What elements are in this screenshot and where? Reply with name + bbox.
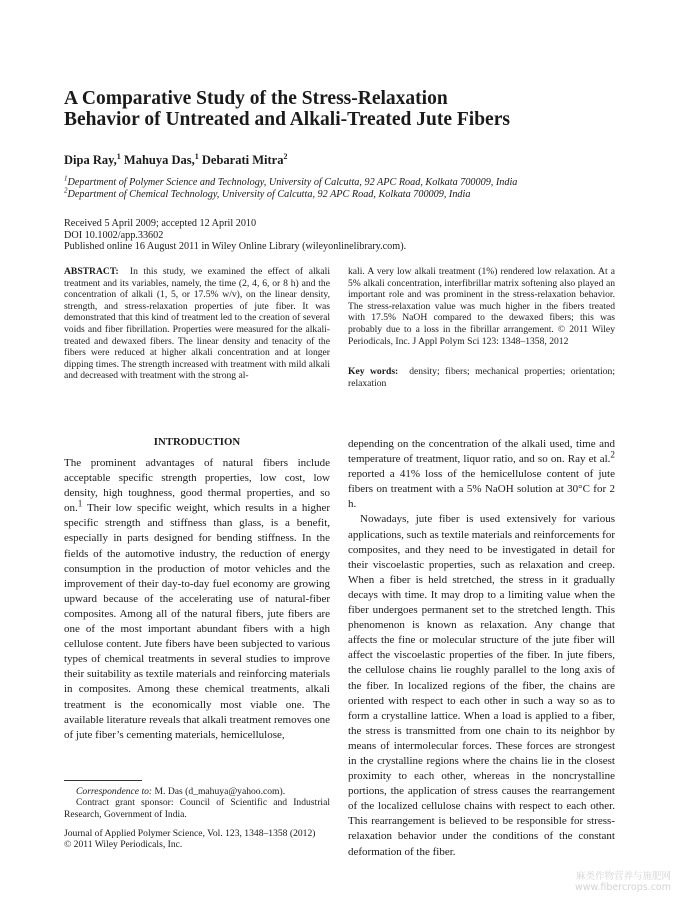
keywords-label: Key words: (348, 366, 399, 377)
author-name: Dipa Ray, (64, 153, 117, 167)
paragraph (64, 456, 330, 743)
keywords-text: density; fibers; mechanical properties; orientation; relaxation (348, 366, 616, 389)
abstract-label: ABSTRACT: (64, 266, 119, 277)
author-affil-mark: 1 (116, 151, 121, 161)
title-line-1: A Comparative Study of the Stress-Relaxation (64, 88, 448, 109)
section-heading-introduction: INTRODUCTION (153, 436, 241, 448)
paragraph-text: depending on the concentration of the alkali used, time and temperature of treatment, liquor ratio, and so on. Ray et al. (348, 438, 615, 466)
paragraph-text: reported a 41% loss of the hemicellulose content of jute fibers on treatment with a 5% NaOH solution at 30°C for 2 h. (348, 468, 615, 511)
published-online: Published online 16 August 2011 in Wiley Online Library (wileyonlinelibrary.com). (64, 241, 407, 252)
paragraph-text: Their low specific weight, which results in a higher specific strength and stiffness than glass, is a benefit, especially in parts designed for bending stiffness. In the fields of the automotive industry, the reduction of energy consumption in the production of motor vehicles and the improvement of their day-to-day fuel economy are growing upward because of the accelerating use of natural-fiber composites. Among all of the natural fibers, jute fibers are one of the most important abundant fibers with a high cellulose content. Jute fibers have been subjected to various types of chemical treatments in several studies to improve their suitability as textile materials and reinforcing materials in composites. Among these chemical treatments, alkali treatment is the economically most viable one. The available literature reveals that alkali treatment removes one of jute fiber’s cementing materials, hemicellulose, (64, 502, 330, 741)
paragraph: Nowadays, jute fiber is used extensively for various applications, such as textile materials and reinforcements for composites, and they need to be investigated in detail for their viscoelastic properties, such as relaxation and creep. When a fiber is held stretched, the stress in it gradually decays with time. It may drop to a limiting value when the fiber undergoes permanent set to the stretched length. This phenomenon is known as relaxation. Any change that affects the fine or molecular structure of the jute fiber will affect the viscoelastic properties of the fiber. In jute fibers, the cellulose chains lie roughly parallel to the long axis of the fiber. In localized regions of the fiber, the chains are oriented with respect to each other in such a way so as to form a crystalline lattice. When a load is applied to a fiber, the stress is transmitted from one chain to its neighbor by means of intermolecular forces. These forces are strongest in the crystalline regions where the chains lie in the closest proximity to each other, whereas in the noncrystalline portions, the application of stress causes the rearrangement of the localized cellulose chains with respect to each other. This rearrangement is believed to be responsible for stress-relaxation behavior under the conditions of the constant deformation of the fiber. (348, 513, 615, 858)
abstract-column-2 (348, 266, 615, 347)
grant-info: Contract grant sponsor: Council of Scientific and Industrial Research, Government of India. (64, 797, 330, 820)
author-name: Debarati Mitra (201, 153, 284, 167)
paragraph (348, 437, 615, 512)
abstract-column-1 (64, 266, 330, 382)
journal-info (64, 828, 344, 851)
body-column-2 (348, 437, 615, 860)
watermark-line-2: www.fibercrops.com (574, 882, 671, 893)
affiliation-number: 2 (64, 186, 68, 195)
footnote (64, 786, 330, 820)
copyright: © 2011 Wiley Periodicals, Inc. (64, 839, 183, 851)
doi: DOI 10.1002/app.33602 (64, 229, 164, 241)
paper-title (64, 88, 624, 130)
watermark-line-1: 麻类作物营养与施肥网 (575, 871, 671, 882)
abstract-text: kali. A very low alkali treatment (1%) rendered low relaxation. At a 5% alkali concentration, interfibrillar matrix softening also played an important role and was prominent in the stress-relaxation behavior. The stress-relaxation value was much higher in the fibers treated with 17.5% NaOH compared to the dewaxed fibers; this was probably due to a loss in the fibrillar arrangement. © 2011 Wiley Periodicals, Inc. J Appl Polym Sci 123: 1348–1358, 2012 (348, 266, 615, 347)
correspondence (64, 786, 330, 797)
journal-citation: Journal of Applied Polymer Science, Vol. 123, 1348–1358 (2012) (64, 828, 316, 839)
correspondence-label: Correspondence to: (76, 786, 153, 797)
watermark (575, 871, 671, 893)
affiliation (64, 186, 644, 201)
affiliation (64, 174, 644, 189)
author-affil-mark: 1 (194, 151, 199, 161)
body-column-1 (64, 456, 330, 743)
citation-ref[interactable]: 2 (610, 449, 615, 460)
affiliation-number: 1 (64, 174, 68, 183)
footnote-divider (64, 780, 142, 781)
received-date: Received 5 April 2009; accepted 12 April 2010 (64, 218, 257, 229)
author-name: Mahuya Das, (123, 153, 195, 167)
keywords (348, 366, 615, 389)
title-line-2: Behavior of Untreated and Alkali-Treated Jute Fibers (64, 109, 510, 130)
publication-dates (64, 218, 624, 253)
correspondence-text: M. Das (d_mahuya@yahoo.com). (152, 786, 286, 797)
affiliation-text: Department of Chemical Technology, University of Calcutta, 92 APC Road, Kolkata 700009, India (67, 188, 471, 200)
paragraph-text: The prominent advantages of natural fibers include acceptable specific strength properties, low cost, low density, high toughness, good thermal properties, and so on. (64, 457, 330, 515)
author-affil-mark: 2 (283, 151, 288, 161)
author-list (64, 153, 287, 168)
affiliations (64, 174, 644, 200)
citation-ref[interactable]: 1 (77, 498, 83, 509)
abstract-text: In this study, we examined the effect of alkali treatment and its variables, namely, the time (2, 4, 6, or 8 h) and the concentration of alkali (1, 5, or 17.5% w/v), on the linear density, strength, and stress-relaxation properties of jute fiber. It was demonstrated that this kind of treatment led to the creation of several voids and fiber fibrillation. Properties were measured for the alkali-treated and dewaxed fibers. The linear density and tenacity of the fibers were reduced at higher alkali concentration and at longer dipping times. The strength increased with treatment with mild alkali and decreased with treatment with the strong al- (64, 266, 330, 382)
affiliation-text: Department of Polymer Science and Technology, University of Calcutta, 92 APC Road, Kolkata 700009, India (67, 177, 518, 188)
